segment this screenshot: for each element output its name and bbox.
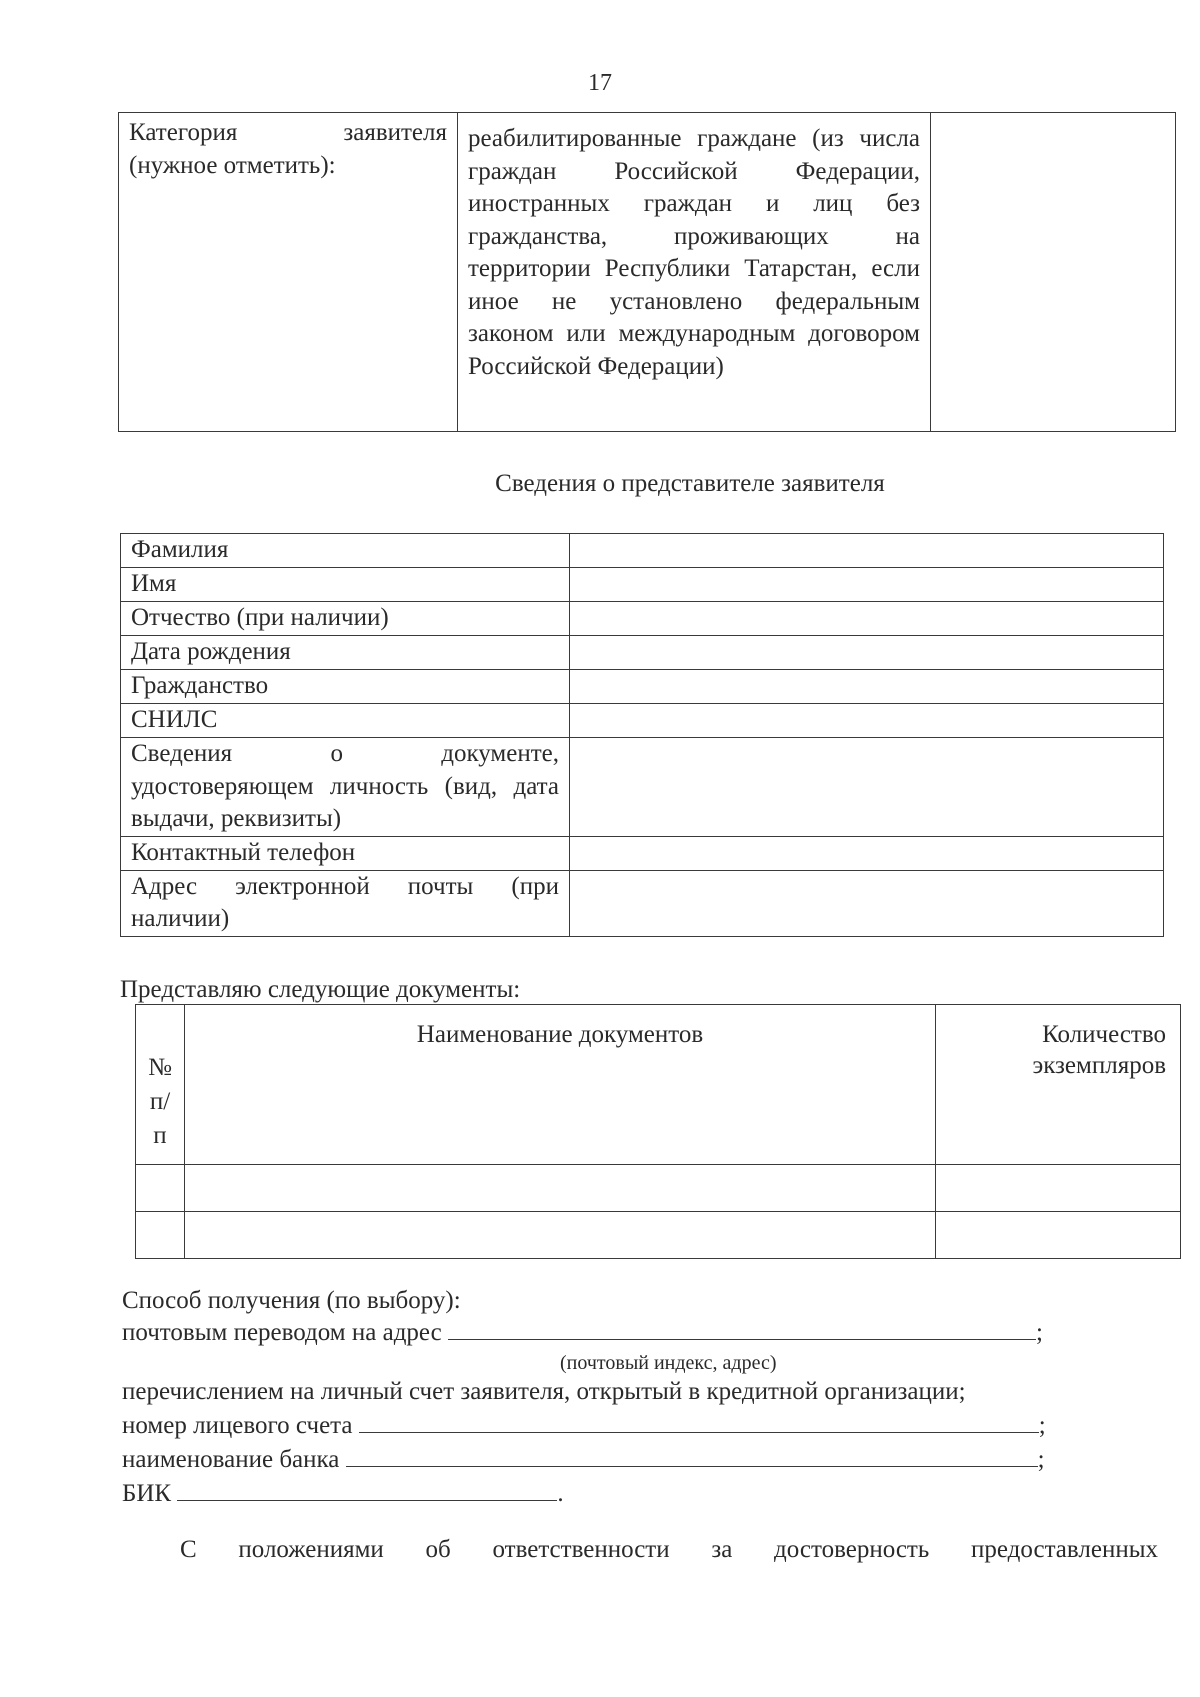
representative-heading: Сведения о представителе заявителя xyxy=(495,470,885,497)
category-value-line: гражданства, проживающих на xyxy=(468,222,920,250)
postal-address-field[interactable] xyxy=(448,1317,1036,1340)
bank-name-line xyxy=(122,1444,1045,1477)
bik-label: БИК xyxy=(122,1480,172,1507)
bik-line xyxy=(122,1478,564,1511)
doc-quantity-cell[interactable] xyxy=(936,1165,1181,1212)
col-header-number xyxy=(136,1005,185,1165)
rep-label: Адрес электронной почты (при наличии) xyxy=(121,870,570,936)
account-number-line xyxy=(122,1410,1046,1443)
receipt-method-title: Способ получения (по выбору): xyxy=(122,1287,461,1314)
rep-value-field[interactable] xyxy=(570,636,1164,670)
rep-row-surname xyxy=(121,534,1164,568)
rep-label: Гражданство xyxy=(121,670,570,704)
doc-number-cell[interactable] xyxy=(136,1212,185,1259)
account-number-label: номер лицевого счета xyxy=(122,1412,353,1439)
category-label-word1: Категория xyxy=(129,119,238,146)
documents-intro: Представляю следующие документы: xyxy=(120,976,521,1003)
documents-table xyxy=(135,1004,1181,1259)
semicolon: ; xyxy=(1035,1319,1043,1346)
rep-value-field[interactable] xyxy=(570,670,1164,704)
rep-row-phone xyxy=(121,836,1164,870)
category-label-word2: заявителя xyxy=(343,119,447,146)
postal-address-hint: (почтовый индекс, адрес) xyxy=(560,1352,777,1374)
rep-label: Дата рождения xyxy=(121,636,570,670)
rep-row-patronymic xyxy=(121,602,1164,636)
category-label-line2: (нужное отметить): xyxy=(129,151,336,179)
postal-transfer-label: почтовым переводом на адрес xyxy=(122,1319,442,1346)
rep-value-field[interactable] xyxy=(570,738,1164,837)
rep-row-snils xyxy=(121,704,1164,738)
category-value-line: законом или международным договором xyxy=(468,320,920,347)
rep-value-field[interactable] xyxy=(570,704,1164,738)
representative-table xyxy=(120,533,1164,937)
period: . xyxy=(557,1480,564,1507)
doc-quantity-cell[interactable] xyxy=(936,1212,1181,1259)
semicolon: ; xyxy=(1038,1412,1046,1439)
rep-row-citizenship xyxy=(121,670,1164,704)
rep-label: Фамилия xyxy=(121,534,570,568)
col-number-line: № xyxy=(148,1054,172,1081)
postal-transfer-line xyxy=(122,1317,1043,1350)
rep-value-field[interactable] xyxy=(570,568,1164,602)
category-value-line: иностранных граждан и лиц без xyxy=(468,190,920,217)
rep-label: Контактный телефон xyxy=(121,836,570,870)
rep-row-birthdate xyxy=(121,636,1164,670)
category-label-cell xyxy=(119,113,458,432)
bank-name-field[interactable] xyxy=(346,1444,1038,1467)
rep-value-field[interactable] xyxy=(570,836,1164,870)
rep-row-email xyxy=(121,870,1164,936)
col-header-document-name: Наименование документов xyxy=(185,1005,936,1165)
rep-value-field[interactable] xyxy=(570,534,1164,568)
rep-row-name xyxy=(121,568,1164,602)
bik-field[interactable] xyxy=(177,1478,557,1501)
rep-label: СНИЛС xyxy=(121,704,570,738)
category-table xyxy=(118,112,1176,432)
rep-label: Сведения о документе, удостоверяющем личность (вид, дата выдачи, реквизиты) xyxy=(121,738,570,837)
category-value-cell xyxy=(458,113,931,432)
documents-row xyxy=(136,1212,1181,1259)
col-number-line: п/ xyxy=(149,1087,171,1115)
rep-value-field[interactable] xyxy=(570,602,1164,636)
rep-value-field[interactable] xyxy=(570,870,1164,936)
account-number-field[interactable] xyxy=(359,1410,1039,1433)
category-value-line: Российской Федерации) xyxy=(468,352,724,380)
rep-label: Отчество (при наличии) xyxy=(121,602,570,636)
col-header-quantity xyxy=(936,1005,1181,1165)
category-value-line: территории Республики Татарстан, если xyxy=(468,255,920,282)
category-checkbox-cell[interactable] xyxy=(931,113,1176,432)
category-value-text xyxy=(468,123,920,383)
documents-row xyxy=(136,1165,1181,1212)
bank-name-label: наименование банка xyxy=(122,1446,340,1473)
rep-label: Имя xyxy=(121,568,570,602)
semicolon: ; xyxy=(1037,1446,1045,1473)
doc-name-cell[interactable] xyxy=(185,1212,936,1259)
responsibility-paragraph: С положениями об ответственности за достоверность предоставленных xyxy=(180,1536,1158,1563)
category-value-line: иное не установлено федеральным xyxy=(468,287,920,315)
category-value-line: граждан Российской Федерации, xyxy=(468,157,920,185)
col-quantity-line: Количество xyxy=(1042,1021,1166,1048)
bank-transfer-option: перечислением на личный счет заявителя, открытый в кредитной организации; xyxy=(122,1378,966,1405)
rep-row-id-document xyxy=(121,738,1164,837)
doc-name-cell[interactable] xyxy=(185,1165,936,1212)
page-number: 17 xyxy=(588,70,612,96)
col-quantity-line: экземпляров xyxy=(1032,1052,1166,1080)
col-number-line: п xyxy=(153,1121,167,1149)
category-value-line: реабилитированные граждане (из числа xyxy=(468,125,920,152)
doc-number-cell[interactable] xyxy=(136,1165,185,1212)
